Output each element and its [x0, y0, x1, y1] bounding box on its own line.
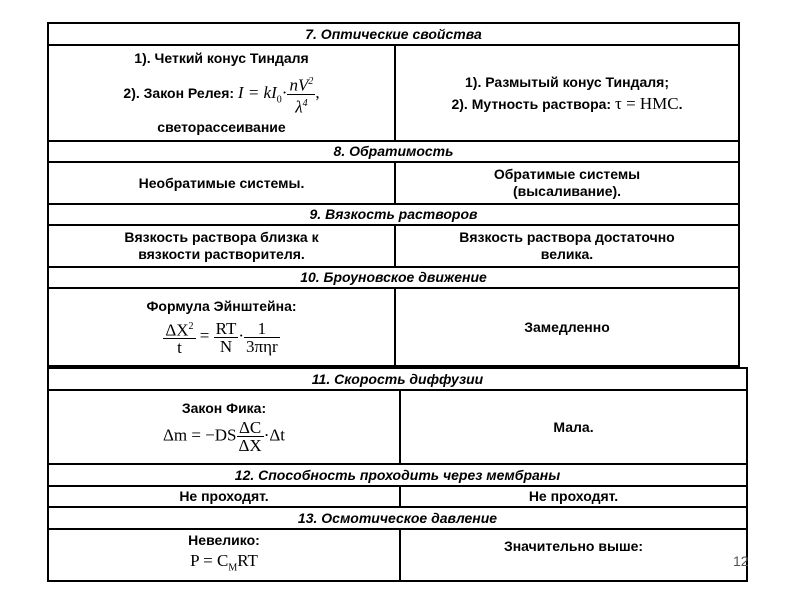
properties-table-top	[47, 22, 740, 367]
section-header-membranes: 12. Способность проходить через мембраны	[48, 464, 747, 486]
turbidity-formula: τ = НМС	[614, 93, 679, 113]
brownian-left-cell	[48, 288, 395, 366]
einstein-formula-label: Формула Эйнштейна:	[146, 297, 297, 314]
diffusion-left-cell	[48, 390, 400, 464]
reversibility-right-cell: Обратимые системы (высаливание).	[395, 162, 739, 204]
tyndall-sharp-text: 1). Четкий конус Тиндаля	[134, 49, 309, 66]
rayleigh-law-row	[53, 73, 390, 115]
brownian-right-cell: Замедленно	[395, 288, 739, 366]
membranes-right-cell: Не проходят.	[400, 486, 747, 507]
section-header-brownian: 10. Броуновское движение	[48, 267, 739, 288]
optical-right-cell	[395, 45, 739, 141]
rayleigh-law-label: 2). Закон Релея:	[123, 84, 235, 101]
einstein-formula: $\frac{\Delta X^2}{t}$ = $\frac{RT}{N}$ · $\frac{1}{\text{3πηr}}$	[165, 318, 278, 358]
page-number: 12	[733, 553, 749, 569]
fick-formula: Δm = −DS $\frac{\Delta C}{\Delta X}$ ·Δt	[162, 418, 286, 455]
reversibility-left-cell: Необратимые системы.	[48, 162, 395, 204]
diffusion-right-cell: Мала.	[400, 390, 747, 464]
osmotic-right-cell: Значительно выше:	[400, 529, 747, 581]
fick-law-label: Закон Фика:	[181, 400, 267, 416]
section-header-viscosity: 9. Вязкость растворов	[48, 204, 739, 225]
light-scattering-text: светорассеивание	[157, 119, 286, 136]
viscosity-right-cell: Вязкость раствора достаточно велика.	[395, 225, 739, 267]
section-header-diffusion: 11. Скорость диффузии	[48, 368, 747, 390]
optical-left-cell	[48, 45, 395, 141]
osmotic-left-cell	[48, 529, 400, 581]
viscosity-left-cell: Вязкость раствора близка к вязкости растворителя.	[48, 225, 395, 267]
osmotic-small-label: Невелико:	[188, 532, 260, 548]
tyndall-blurred-text: 1). Размытый конус Тиндаля;	[465, 73, 669, 90]
turbidity-row: 2). Мутность раствора: τ = НМС.	[451, 93, 683, 113]
osmotic-formula: $P = C_MRT$	[190, 551, 258, 574]
section-header-osmotic: 13. Осмотическое давление	[48, 507, 747, 529]
rayleigh-formula: $I = kI_0\cdot$ $\frac{nV^2}{\lambda^4}$ ,	[238, 83, 320, 102]
section-header-optical: 7. Оптические свойства	[48, 23, 739, 45]
properties-table-bottom	[47, 367, 748, 582]
turbidity-label: 2). Мутность раствора:	[451, 95, 612, 112]
section-header-reversibility: 8. Обратимость	[48, 141, 739, 162]
membranes-left-cell: Не проходят.	[48, 486, 400, 507]
